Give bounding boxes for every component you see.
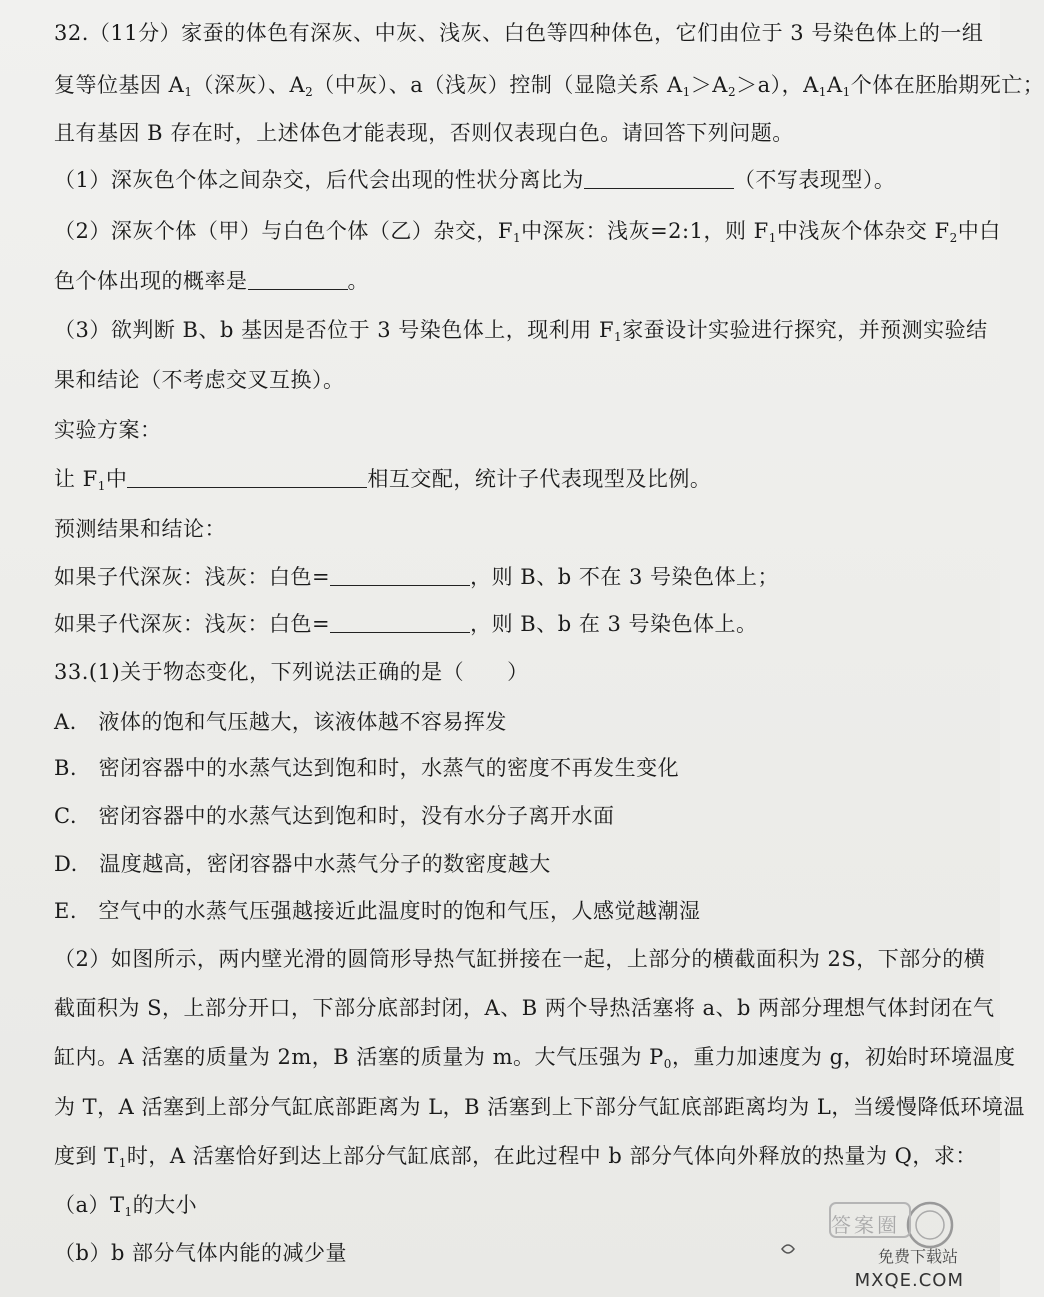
experiment-plan: 让 $F_1$中 相互交配，统计子代表现型及比例。 xyxy=(54,467,712,493)
q32-part2-cont: 色个体出现的概率是 。 xyxy=(54,269,369,293)
prediction-1: 如果子代深灰：浅灰：白色= ，则 B、b 不在 3 号染色体上； xyxy=(54,565,780,589)
q32-line-1: 32.（11分）家蚕的体色有深灰、中灰、浅灰、白色等四种体色，它们由位于 3 号染色体上的一组 xyxy=(54,21,984,45)
q32-part2: （2）深灰个体（甲）与白色个体（乙）杂交，$F_1$中深灰：浅灰=2:1，则 $F_1$中浅灰个体杂交 $F_2$中白 xyxy=(54,219,1001,245)
q33-part2-line-4: 为 T，A 活塞到上部分气缸底部距离为 L，B 活塞到上下部分气缸底部距离均为 L，当缓慢降低环境温 xyxy=(54,1095,1025,1119)
q33-option-e: E. 空气中的水蒸气压强越接近此温度时的饱和气压，人感觉越潮湿 xyxy=(54,899,701,923)
q33-part2-line-3: 缸内。A 活塞的质量为 2m，B 活塞的质量为 m。大气压强为 $P_0$，重力加速度为 g，初始时环境温度 xyxy=(54,1045,1016,1071)
watermark-site: MXQE.COM xyxy=(854,1270,964,1291)
q33-heading: 33.(1)关于物态变化，下列说法正确的是（ ） xyxy=(54,660,529,684)
watermark-brand: 答案圈 xyxy=(831,1213,900,1237)
q33-option-d: D. 温度越高，密闭容器中水蒸气分子的数密度越大 xyxy=(54,852,551,876)
q33-option-b: B. 密闭容器中的水蒸气达到饱和时，水蒸气的密度不再发生变化 xyxy=(54,756,680,780)
q33-part2-line-2: 截面积为 S，上部分开口，下部分底部封闭，A、B 两个导热活塞将 a、b 两部分理想气体封闭在气 xyxy=(54,996,995,1020)
q32-line-2: 复等位基因 $A_1$（深灰）、$A_2$（中灰）、a（浅灰）控制（显隐关系 $A_1>A_2>a$），$A_1A_1$个体在胚胎期死亡； xyxy=(54,73,1044,99)
answer-blank-1[interactable] xyxy=(584,168,734,189)
experiment-plan-label: 实验方案： xyxy=(54,418,162,442)
q32-part3: （3）欲判断 B、b 基因是否位于 3 号染色体上，现利用 $F_1$家蚕设计实验进行探究，并预测实验结 xyxy=(54,318,988,344)
answer-blank-2[interactable] xyxy=(248,269,348,290)
q33-question-b: （b）b 部分气体内能的减少量 xyxy=(54,1241,348,1265)
prediction-label: 预测结果和结论： xyxy=(54,517,226,541)
q32-part3-cont: 果和结论（不考虑交叉互换）。 xyxy=(54,368,345,392)
q32-part1: （1）深灰色个体之间杂交，后代会出现的性状分离比为 （不写表现型）。 xyxy=(54,168,896,192)
q32-line-3: 且有基因 B 存在时，上述体色才能表现，否则仅表现白色。请回答下列问题。 xyxy=(54,121,794,145)
q33-question-a: $(a)T_1$的大小 xyxy=(54,1193,198,1219)
answer-blank-5[interactable] xyxy=(330,612,470,633)
q33-option-c: C. 密闭容器中的水蒸气达到饱和时，没有水分子离开水面 xyxy=(54,804,615,828)
q33-part2-line-1: （2）如图所示，两内壁光滑的圆筒形导热气缸拼接在一起，上部分的横截面积为 2S，下部分的横 xyxy=(54,947,986,971)
watermark-text: 免费下载站 xyxy=(877,1247,958,1266)
answer-blank-3[interactable] xyxy=(127,467,367,488)
answer-blank-4[interactable] xyxy=(330,565,470,586)
q33-part2-line-5: 度到 $T_1$时，A 活塞恰好到达上部分气缸底部，在此过程中 b 部分气体向外释放的热量为 Q，求： xyxy=(54,1144,977,1170)
q33-option-a: A. 液体的饱和气压越大，该液体越不容易挥发 xyxy=(54,710,507,734)
prediction-2: 如果子代深灰：浅灰：白色= ，则 B、b 在 3 号染色体上。 xyxy=(54,612,758,636)
